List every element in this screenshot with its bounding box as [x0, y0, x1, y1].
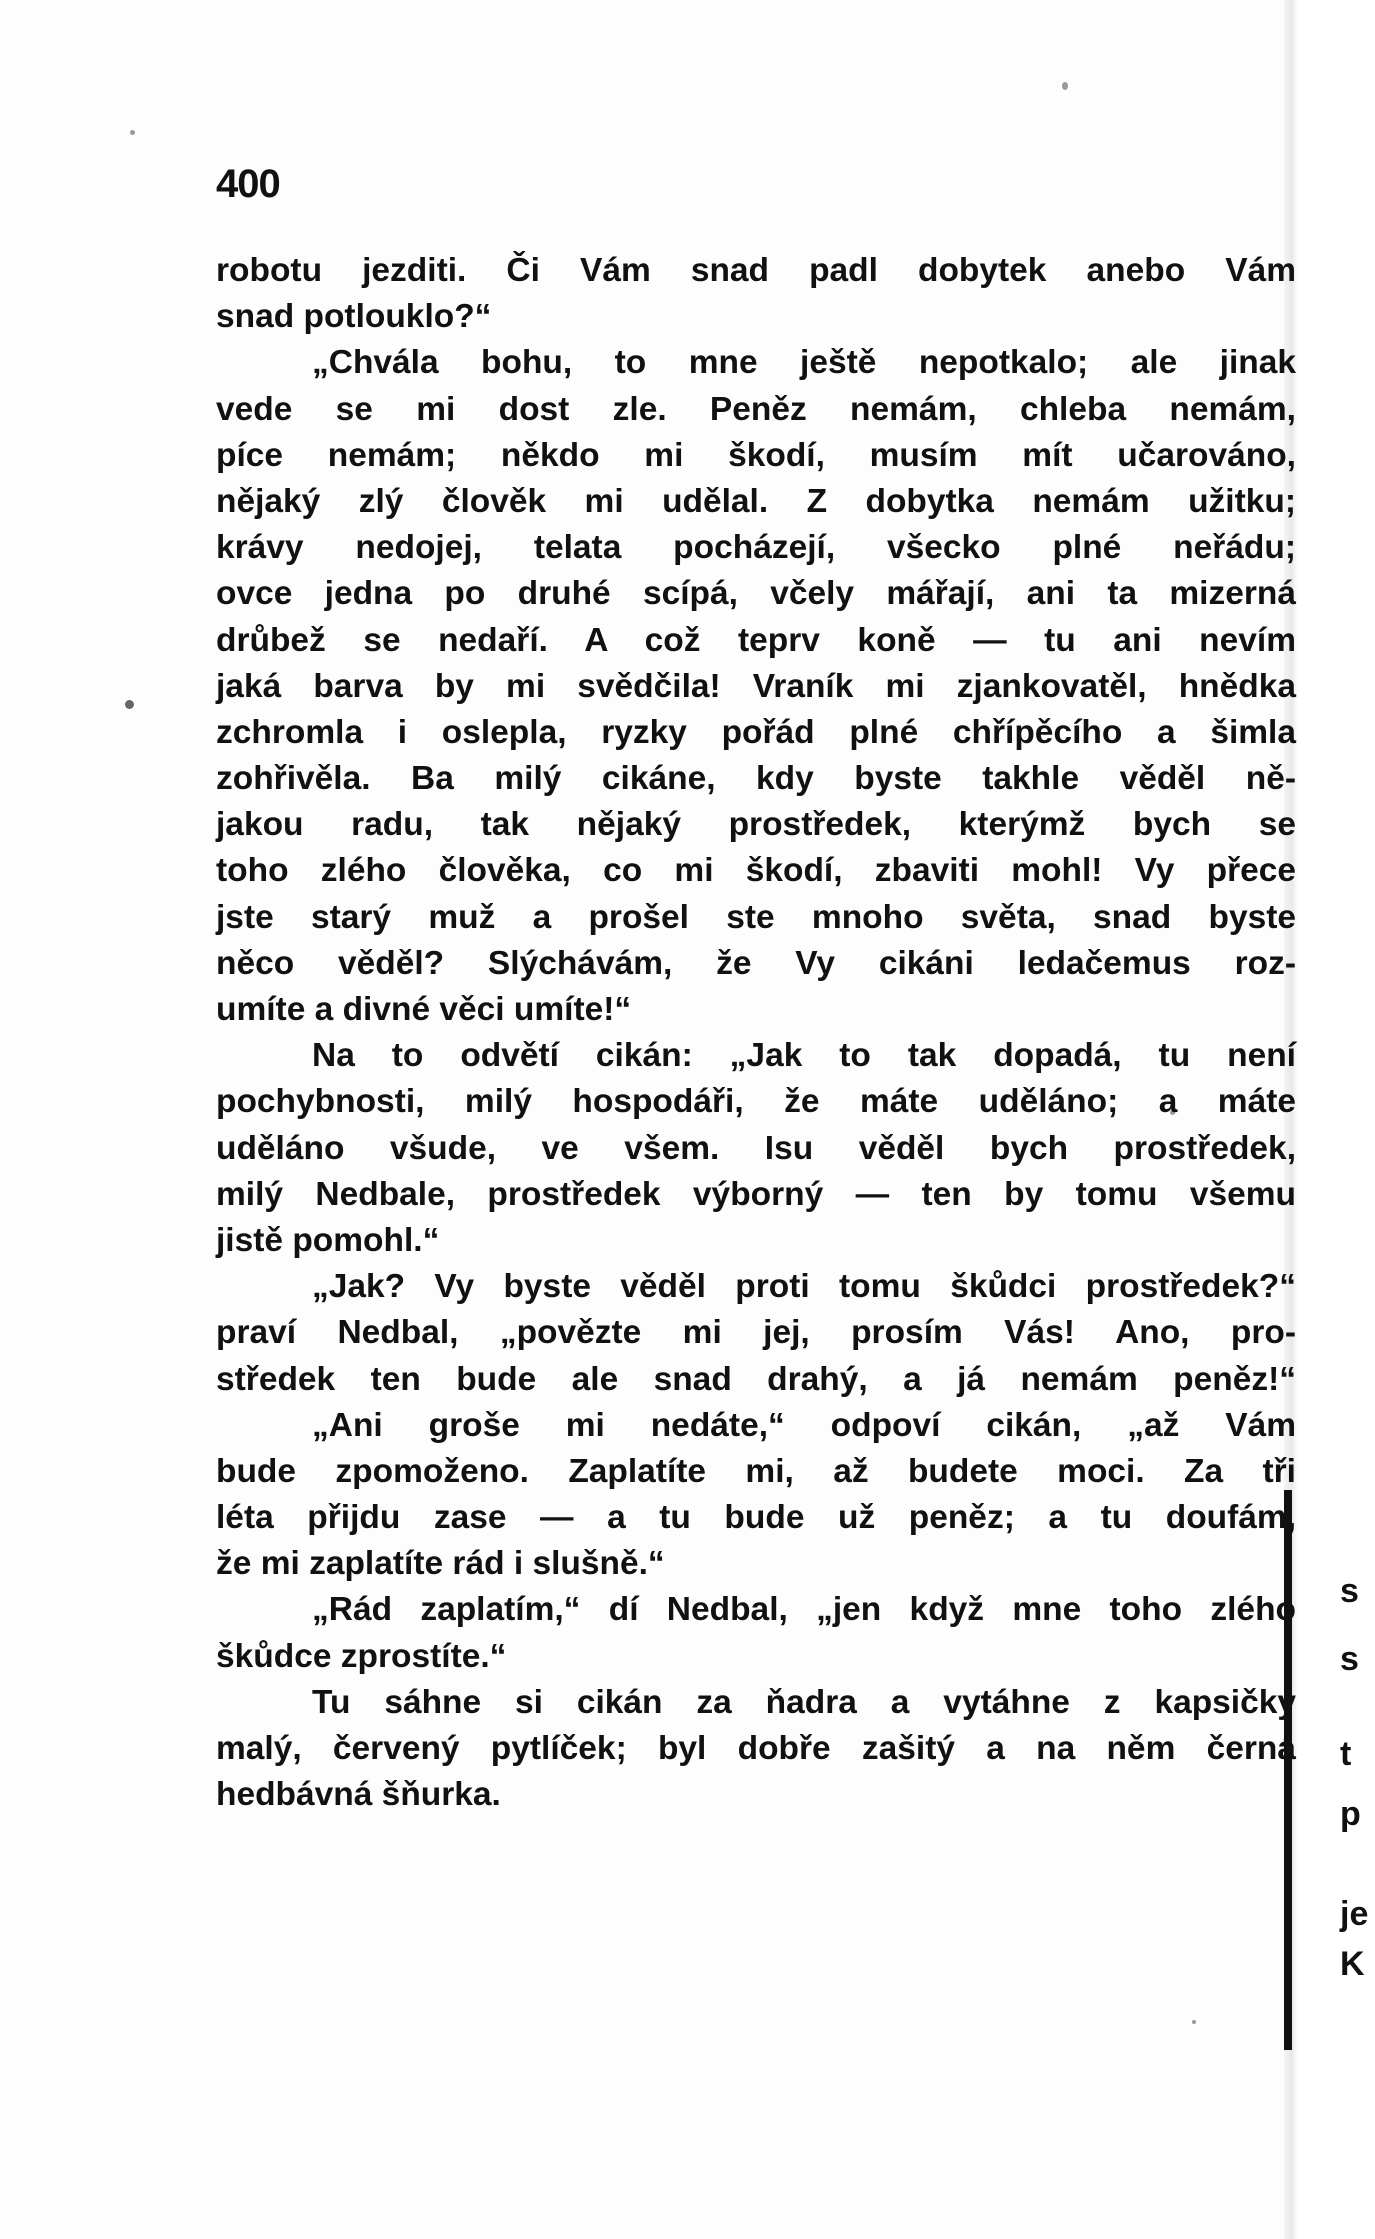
text-line: bude zpomoženo. Zaplatíte mi, až budete moci. Za tři	[216, 1452, 1296, 1490]
text-line: že mi zaplatíte rád i slušně.“	[216, 1545, 665, 1583]
scan-speck	[125, 700, 134, 709]
page-number: 400	[216, 162, 280, 206]
text-line: léta přijdu zase — a tu bude už peněz; a tu doufám,	[216, 1499, 1296, 1537]
text-line: hedbávná šňurka.	[216, 1776, 501, 1814]
facing-page-fragments	[1340, 0, 1375, 2239]
text-line: robotu jezditi. Či Vám snad padl dobytek anebo Vám	[216, 252, 1296, 289]
margin-letter: K	[1340, 1945, 1365, 1983]
body-text	[216, 248, 1296, 1818]
text-line: jakou radu, tak nějaký prostředek, kterýmž bych se	[216, 806, 1296, 844]
margin-letter: s	[1340, 1640, 1359, 1678]
text-line: vede se mi dost zle. Peněz nemám, chleba nemám,	[216, 390, 1296, 428]
text-line: jste starý muž a prošel ste mnoho světa, snad byste	[216, 898, 1296, 936]
margin-letter: p	[1340, 1795, 1361, 1833]
text-line: umíte a divné věci umíte!“	[216, 991, 632, 1028]
text-line: ovce jedna po druhé scípá, včely mářají, ani ta mizerná	[216, 575, 1296, 613]
text-line: jaká barva by mi svědčila! Vraník mi zjankovatěl, hnědka	[216, 667, 1296, 705]
text-line: něco věděl? Slýchávám, že Vy cikáni ledačemus roz-	[216, 944, 1296, 982]
text-line: toho zlého člověka, co mi škodí, zbaviti mohl! Vy přece	[216, 852, 1296, 890]
text-line: praví Nedbal, „povězte mi jej, prosím Vás! Ano, pro-	[216, 1314, 1296, 1352]
text-line: krávy nedojej, telata pocházejí, všecko plné neřádu;	[216, 529, 1296, 567]
scan-speck	[1192, 2020, 1196, 2024]
text-line: škůdce zprostíte.“	[216, 1637, 507, 1675]
text-line: „Ani groše mi nedáte,“ odpoví cikán, „až Vám	[312, 1406, 1296, 1444]
text-line: milý Nedbale, prostředek výborný — ten by tomu všemu	[216, 1175, 1296, 1213]
text-line: jistě pomohl.“	[216, 1221, 440, 1259]
margin-letter: t	[1340, 1735, 1352, 1773]
text-line: zohřivěla. Ba milý cikáne, kdy byste takhle věděl ně-	[216, 760, 1296, 798]
text-line: drůbež se nedaří. A což teprv koně — tu ani nevím	[216, 621, 1296, 659]
scan-speck	[130, 130, 135, 135]
text-line: snad potlouklo?“	[216, 298, 492, 336]
text-line: zchromla i oslepla, ryzky pořád plné chřípěcího a šimla	[216, 713, 1296, 751]
text-line: středek ten bude ale snad drahý, a já nemám peněz!“	[216, 1360, 1296, 1398]
scan-speck	[1062, 82, 1068, 90]
text-line: Na to odvětí cikán: „Jak to tak dopadá, tu není	[312, 1037, 1296, 1075]
text-line: pochybnosti, milý hospodáři, že máte uděláno; a máte	[216, 1083, 1296, 1121]
text-line: „Jak? Vy byste věděl proti tomu škůdci prostředek?“	[312, 1268, 1296, 1306]
text-line: Tu sáhne si cikán za ňadra a vytáhne z kapsičky	[312, 1683, 1296, 1721]
text-line: malý, červený pytlíček; byl dobře zašitý a na něm černá	[216, 1730, 1296, 1767]
text-line: „Rád zaplatím,“ dí Nedbal, „jen když mne toho zlého	[312, 1591, 1296, 1629]
text-line: píce nemám; někdo mi škodí, musím mít učarováno,	[216, 436, 1296, 474]
margin-letter: je	[1340, 1895, 1369, 1933]
text-line: nějaký zlý člověk mi udělal. Z dobytka nemám užitku;	[216, 482, 1296, 520]
text-line: „Chvála bohu, to mne ještě nepotkalo; ale jinak	[312, 344, 1296, 382]
text-line: uděláno všude, ve všem. Isu věděl bych prostředek,	[216, 1129, 1296, 1167]
margin-letter: s	[1340, 1572, 1359, 1610]
